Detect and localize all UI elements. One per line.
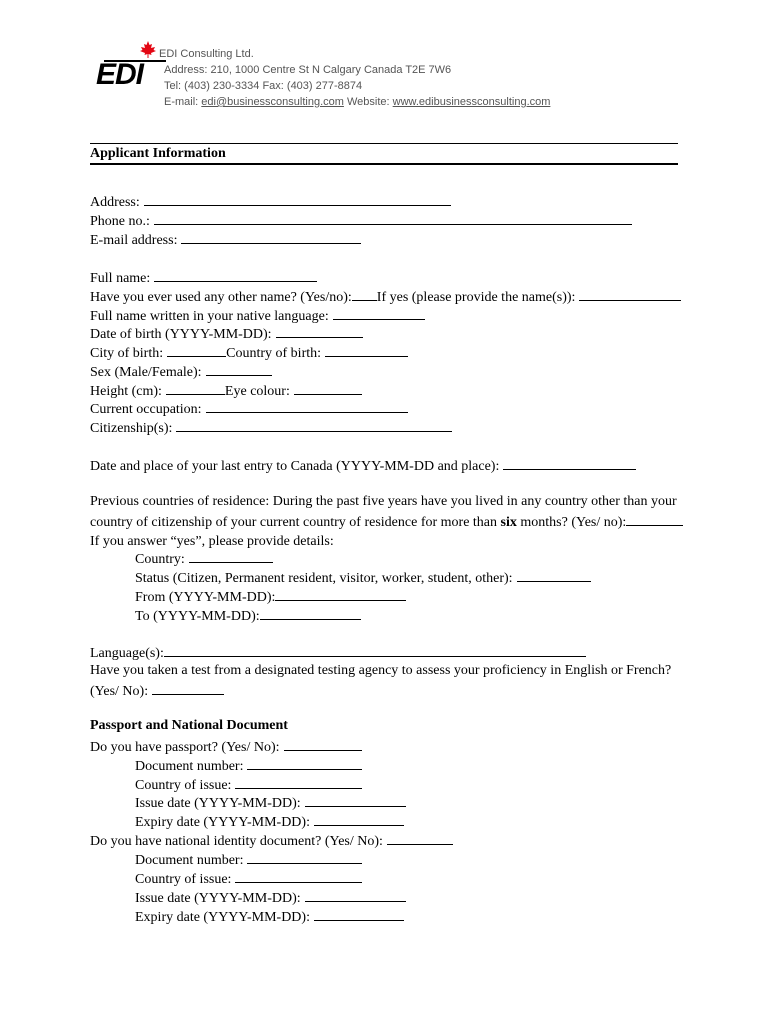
country-birth-field[interactable] [325,342,408,357]
national-country-label: Country of issue: [135,872,232,887]
birth-place-row [90,342,408,363]
native-name-label: Full name written in your native language: [90,309,329,324]
to-row [135,605,361,626]
email-label: E-mail: [164,96,199,108]
eye-colour-label: Eye colour: [224,384,290,399]
prev-country-field[interactable] [189,548,273,563]
company-address: Address: 210, 1000 Centre St N Calgary Canada T2E 7W6 [164,64,452,76]
to-field[interactable] [260,605,361,620]
from-row [135,586,406,607]
have-national-row [90,830,453,851]
company-phone-fax: Tel: (403) 230-3334 Fax: (403) 277-8874 [164,80,363,92]
passport-issue-field[interactable] [305,792,406,807]
status-label: Status (Citizen, Permanent resident, visitor, worker, student, other): [135,571,513,586]
prev-countries-months: months? (Yes/ no): [520,515,627,530]
last-entry-label: Date and place of your last entry to Canada (YYYY-MM-DD and place): [90,459,500,474]
prev-countries-line1: Previous countries of residence: During the past five years have you lived in any country other than your [90,494,677,509]
have-passport-label: Do you have passport? (Yes/ No): [90,740,280,755]
have-national-label: Do you have national identity document? (Yes/ No): [90,834,383,849]
full-name-label: Full name: [90,271,151,286]
sex-row [90,361,272,382]
passport-country-label: Country of issue: [135,778,232,793]
prev-country-row [135,548,273,569]
email-link[interactable]: edi@businessconsulting.com [201,96,344,108]
passport-country-field[interactable] [235,774,362,789]
company-info [159,46,550,110]
national-number-field[interactable] [247,849,362,864]
national-country-row [135,868,362,889]
other-name-label: Have you ever used any other name? (Yes/no): [90,290,352,305]
occupation-field[interactable] [206,398,408,413]
email-field[interactable] [181,229,361,244]
address-row [90,191,451,212]
dob-row [90,323,363,344]
occupation-row [90,398,408,419]
from-label: From (YYYY-MM-DD): [135,590,276,605]
dob-label: Date of birth (YYYY-MM-DD): [90,327,272,342]
passport-number-label: Document number: [135,759,244,774]
status-field[interactable] [517,567,591,582]
status-row [135,567,591,588]
section-rule-top [90,143,678,144]
prev-countries-six: six [500,515,517,530]
from-field[interactable] [275,586,406,601]
email-row [90,229,361,250]
other-name-yesno-field[interactable] [352,286,377,301]
sex-label: Sex (Male/Female): [90,365,202,380]
national-country-field[interactable] [235,868,362,883]
prev-countries-line2 [90,511,680,532]
other-name-row [90,286,681,307]
company-name: EDI Consulting Ltd. [159,48,254,60]
email-label-field: E-mail address: [90,233,178,248]
maple-leaf-icon [138,40,158,60]
website-label: Website: [347,96,390,108]
country-birth-label: Country of birth: [226,346,322,361]
test-answer-field[interactable] [152,680,224,695]
company-logo [96,40,166,96]
have-passport-row [90,736,362,757]
national-number-row [135,849,362,870]
passport-number-row [135,755,362,776]
prev-countries-text: country of citizenship of your current country of residence for more than [90,515,498,530]
passport-issue-row [135,792,406,813]
phone-row [90,210,632,231]
national-expiry-row [135,906,404,927]
city-birth-label: City of birth: [90,346,164,361]
website-link[interactable]: www.edibusinessconsulting.com [392,96,551,108]
full-name-field[interactable] [154,267,317,282]
passport-number-field[interactable] [247,755,362,770]
phone-field[interactable] [154,210,632,225]
have-national-field[interactable] [387,830,453,845]
address-field[interactable] [144,191,451,206]
national-issue-label: Issue date (YYYY-MM-DD): [135,891,301,906]
citizenship-row [90,417,452,438]
national-expiry-field[interactable] [314,906,404,921]
occupation-label: Current occupation: [90,402,202,417]
citizenship-field[interactable] [176,417,452,432]
to-label: To (YYYY-MM-DD): [135,609,260,624]
test-answer-row [90,680,224,701]
national-expiry-label: Expiry date (YYYY-MM-DD): [135,910,310,925]
passport-expiry-label: Expiry date (YYYY-MM-DD): [135,815,310,830]
other-name-provide-label: If yes (please provide the name(s)): [376,290,576,305]
passport-expiry-field[interactable] [314,811,404,826]
phone-label: Phone no.: [90,214,150,229]
languages-label: Language(s): [90,646,164,661]
height-field[interactable] [166,380,225,395]
section-rule-bottom [90,163,678,165]
test-question: Have you taken a test from a designated testing agency to assess your proficiency in English or French? [90,663,672,678]
prev-countries-paragraph [90,492,680,551]
city-birth-field[interactable] [167,342,226,357]
logo-text: EDI [96,58,144,91]
prev-countries-field[interactable] [626,511,683,526]
have-passport-field[interactable] [284,736,362,751]
languages-row [90,642,586,663]
address-label: Address: [90,195,140,210]
sex-field[interactable] [206,361,272,376]
company-contact [159,94,550,110]
citizenship-label: Citizenship(s): [90,421,173,436]
last-entry-field[interactable] [503,455,636,470]
if-yes-label: If you answer “yes”, please provide details: [90,534,334,549]
native-name-field[interactable] [333,305,425,320]
last-entry-row [90,455,636,476]
test-answer-label: (Yes/ No): [90,684,149,699]
other-name-field[interactable] [579,286,681,301]
eye-colour-field[interactable] [294,380,362,395]
national-issue-row [135,887,406,908]
prev-country-label: Country: [135,552,185,567]
height-label: Height (cm): [90,384,162,399]
passport-issue-label: Issue date (YYYY-MM-DD): [135,796,301,811]
full-name-row [90,267,317,288]
dob-field[interactable] [276,323,363,338]
applicant-section-title: Applicant Information [90,146,226,161]
languages-field[interactable] [164,642,586,657]
national-issue-field[interactable] [305,887,406,902]
passport-expiry-row [135,811,404,832]
national-number-label: Document number: [135,853,244,868]
passport-section-title: Passport and National Document [90,718,288,733]
